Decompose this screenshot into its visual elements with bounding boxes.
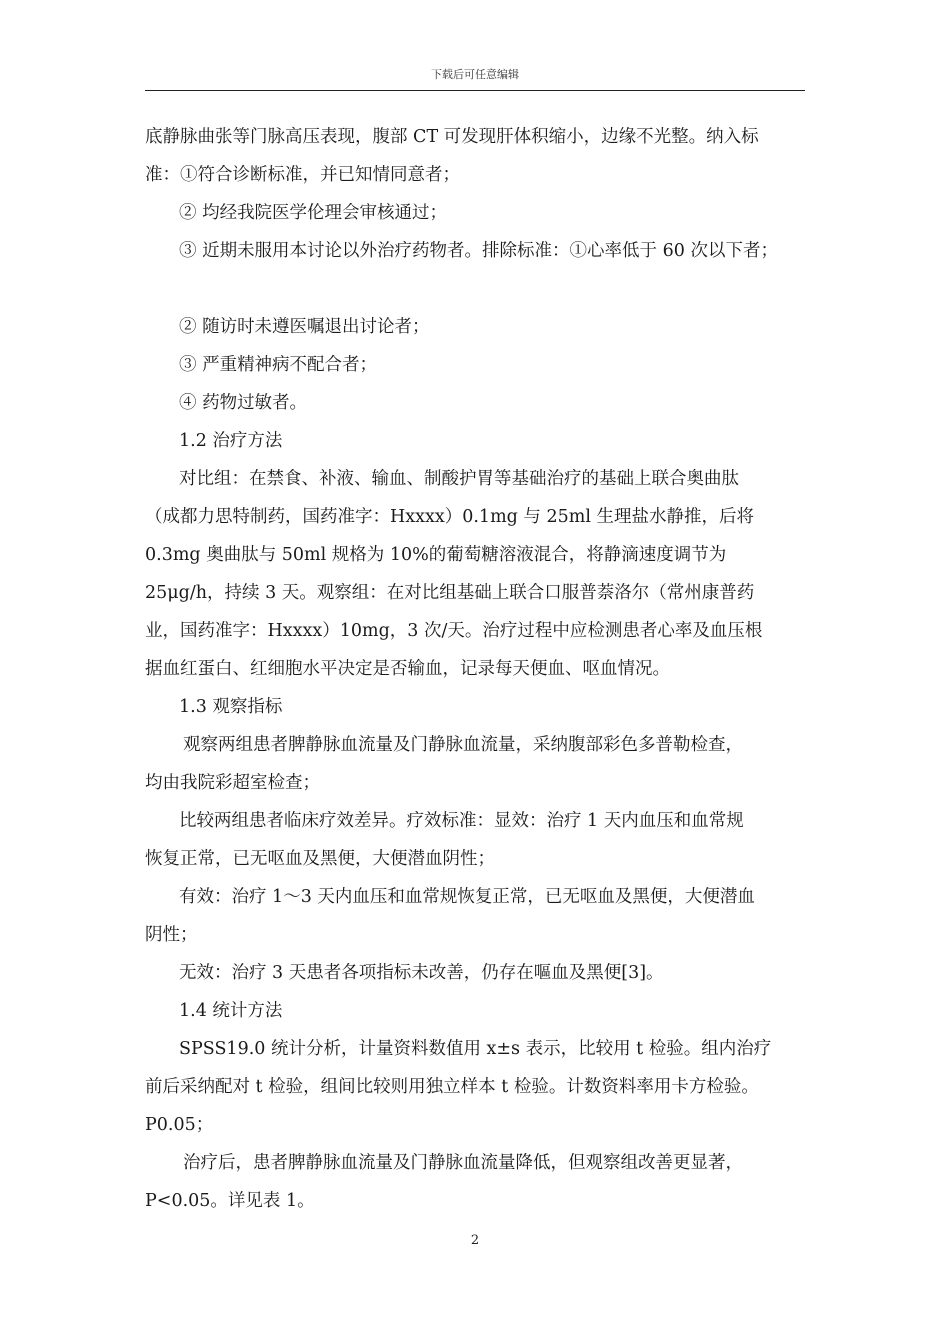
- text-line: 业，国药准字：Hxxxx）10mg，3 次/天。治疗过程中应检测患者心率及血压根: [145, 621, 763, 641]
- text-line: 无效：治疗 3 天患者各项指标未改善，仍存在嘔血及黑便[3]。: [179, 963, 664, 983]
- header-rule: [145, 90, 805, 91]
- text-line: 观察两组患者脾静脉血流量及门静脉血流量，采纳腹部彩色多普勒检查，: [183, 735, 743, 755]
- page-header: 下载后可任意编辑: [431, 68, 519, 81]
- section-heading: 1.3 观察指标: [179, 697, 283, 717]
- text-line: ③ 近期未服用本讨论以外治疗药物者。排除标准：①心率低于 60 次以下者；: [179, 241, 778, 261]
- section-heading: 1.4 统计方法: [179, 1001, 283, 1021]
- text-line: 有效：治疗 1～3 天内血压和血常规恢复正常，已无呕血及黑便，大便潜血: [179, 887, 755, 907]
- text-line: SPSS19.0 统计分析，计量资料数值用 x±s 表示，比较用 t 检验。组内治疗: [179, 1039, 772, 1059]
- text-line: ③ 严重精神病不配合者；: [179, 355, 378, 375]
- text-line: 比较两组患者临床疗效差异。疗效标准：显效：治疗 1 天内血压和血常规: [179, 811, 744, 831]
- text-line: 25μg/h，持续 3 天。观察组：在对比组基础上联合口服普萘洛尔（常州康普药: [145, 583, 755, 603]
- text-line: ④ 药物过敏者。: [179, 393, 308, 413]
- text-line: P0.05；: [145, 1115, 214, 1135]
- section-heading: 1.2 治疗方法: [179, 431, 283, 451]
- text-line: 恢复正常，已无呕血及黑便，大便潜血阴性；: [145, 849, 495, 869]
- text-line: 据血红蛋白、红细胞水平决定是否输血，记录每天便血、呕血情况。: [145, 659, 670, 679]
- text-line: 准：①符合诊断标准，并已知情同意者；: [145, 165, 460, 185]
- text-line: 前后采纳配对 t 检验，组间比较则用独立样本 t 检验。计数资料率用卡方检验。: [145, 1077, 759, 1097]
- text-line: ② 随访时未遵医嘱退出讨论者；: [179, 317, 430, 337]
- text-line: 对比组：在禁食、补液、输血、制酸护胃等基础治疗的基础上联合奥曲肽: [179, 469, 739, 489]
- text-line: （成都力思特制药，国药准字：Hxxxx）0.1mg 与 25ml 生理盐水静推，后将: [145, 507, 755, 527]
- text-line: ② 均经我院医学伦理会审核通过；: [179, 203, 448, 223]
- text-line: 均由我院彩超室检查；: [145, 773, 320, 793]
- text-line: 底静脉曲张等门脉高压表现，腹部 CT 可发现肝体积缩小，边缘不光整。纳入标: [145, 127, 759, 147]
- text-line: P<0.05。详见表 1。: [145, 1191, 315, 1211]
- text-line: 治疗后，患者脾静脉血流量及门静脉血流量降低，但观察组改善更显著，: [183, 1153, 743, 1173]
- text-line: 0.3mg 奥曲肽与 50ml 规格为 10%的葡萄糖溶液混合，将静滴速度调节为: [145, 545, 727, 565]
- text-line: 阴性；: [145, 925, 198, 945]
- page-number: 2: [470, 1233, 480, 1248]
